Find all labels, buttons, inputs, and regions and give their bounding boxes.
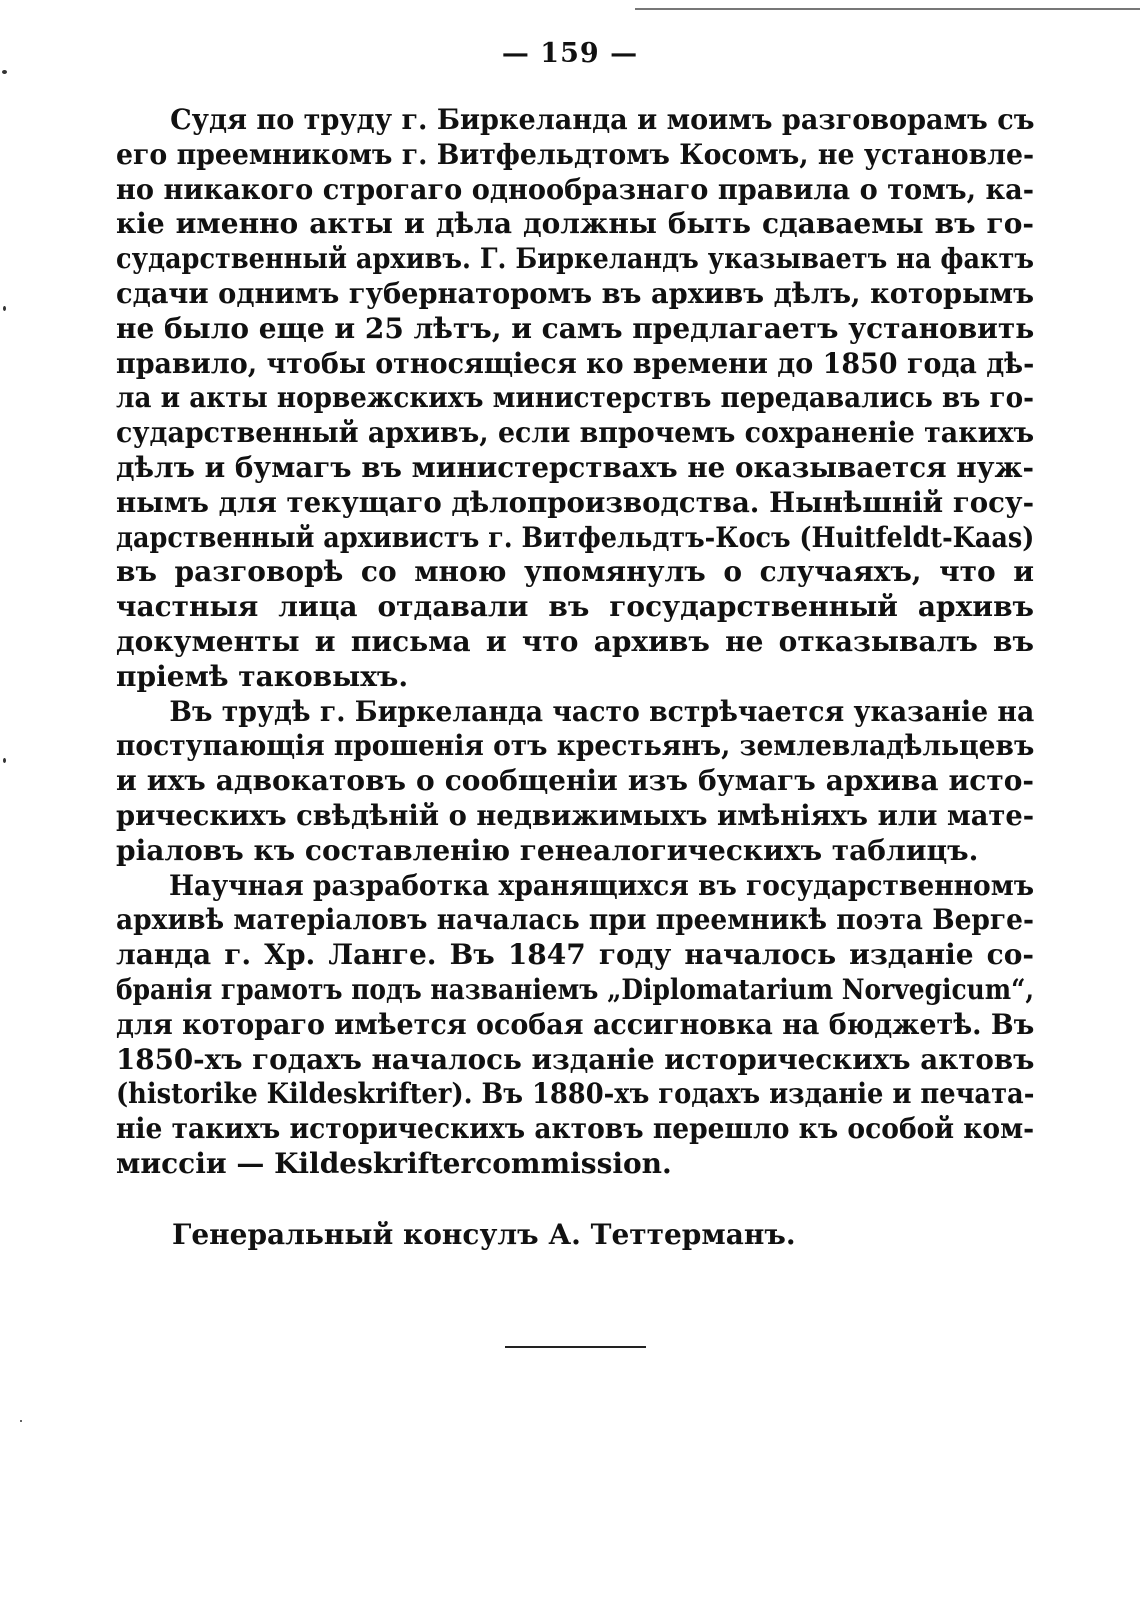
text-line: ла и акты норвежскихъ министерствъ передавались въ го-	[116, 381, 1034, 415]
scan-speck	[3, 758, 6, 763]
signature: Генеральный консулъ А. Теттерманъ.	[172, 1218, 796, 1251]
text-line: частныя лица отдавали въ государственный архивъ	[116, 590, 1034, 624]
text-line: бранія грамотъ подъ названіемъ „Diplomatarium Norvegicum“,	[116, 972, 1035, 1006]
text-line: (historike Kildeskrifter). Въ 1880-хъ годахъ изданіе и печата-	[116, 1077, 1035, 1111]
top-edge-rule	[635, 8, 1140, 10]
end-rule	[505, 1346, 646, 1348]
text-line: архивѣ матеріаловъ началась при преемникѣ поэта Верге-	[116, 903, 1034, 937]
text-line: Въ трудѣ г. Биркеланда часто встрѣчается указаніе на	[169, 694, 1035, 728]
text-line: въ разговорѣ со мною упомянулъ о случаяхъ, что и	[116, 555, 1034, 589]
text-line: миссіи — Kildeskriftercommission.	[116, 1146, 672, 1180]
text-line: но никакого строгаго однообразнаго правила о томъ, ка-	[116, 172, 1035, 206]
text-line: пріемѣ таковыхъ.	[116, 659, 409, 693]
text-line: 1850-хъ годахъ началось изданіе историческихъ актовъ	[116, 1042, 1035, 1076]
text-line: ніе такихъ историческихъ актовъ перешло къ особой ком-	[116, 1112, 1035, 1146]
text-line: сдачи однимъ губернаторомъ въ архивъ дѣлъ, которымъ	[116, 276, 1035, 310]
paragraph	[116, 869, 1034, 1182]
scan-speck	[20, 1420, 22, 1422]
text-line: кіе именно акты и дѣла должны быть сдаваемы въ го-	[116, 207, 1034, 241]
scan-speck	[3, 306, 6, 311]
text-line: не было еще и 25 лѣтъ, и самъ предлагаетъ установить	[116, 311, 1035, 345]
text-line: документы и письма и что архивъ не отказывалъ въ	[116, 624, 1034, 658]
text-line: дарственный архивистъ г. Витфельдтъ-Косъ (Huitfeldt-Kaas)	[116, 520, 1035, 554]
text-line: ланда г. Хр. Ланге. Въ 1847 году началось изданіе со-	[116, 938, 1034, 972]
text-line: и ихъ адвокатовъ о сообщеніи изъ бумагъ архива исто-	[116, 764, 1034, 798]
paragraph	[116, 695, 1034, 869]
page-number: — 159 —	[501, 38, 639, 69]
text-line: сударственный архивъ, если впрочемъ сохраненіе такихъ	[116, 416, 1035, 450]
text-line: Научная разработка хранящихся въ государственномъ	[168, 868, 1035, 902]
paragraph	[116, 103, 1034, 695]
text-line: поступающія прошенія отъ крестьянъ, землевладѣльцевъ	[116, 729, 1035, 763]
body-text	[116, 103, 1034, 1182]
text-line: рическихъ свѣдѣній о недвижимыхъ имѣніяхъ или мате-	[116, 798, 1035, 832]
text-line: его преемникомъ г. Витфельдтомъ Косомъ, не установле-	[116, 137, 1035, 171]
text-line: ріаловъ къ составленію генеалогическихъ таблицъ.	[116, 833, 979, 867]
text-line: нымъ для текущаго дѣлопроизводства. Нынѣшній госу-	[116, 485, 1035, 519]
text-line: Судя по труду г. Биркеланда и моимъ разговорамъ съ	[170, 103, 1035, 136]
text-line: для котораго имѣется особая ассигновка на бюджетѣ. Въ	[116, 1007, 1035, 1041]
text-line: дѣлъ и бумагъ въ министерствахъ не оказывается нуж-	[116, 450, 1035, 484]
scan-speck	[2, 70, 7, 74]
text-line: сударственный архивъ. Г. Биркеландъ указываетъ на фактъ	[116, 242, 1034, 276]
text-line: правило, чтобы относящіеся ко времени до 1850 года дѣ-	[116, 346, 1035, 380]
